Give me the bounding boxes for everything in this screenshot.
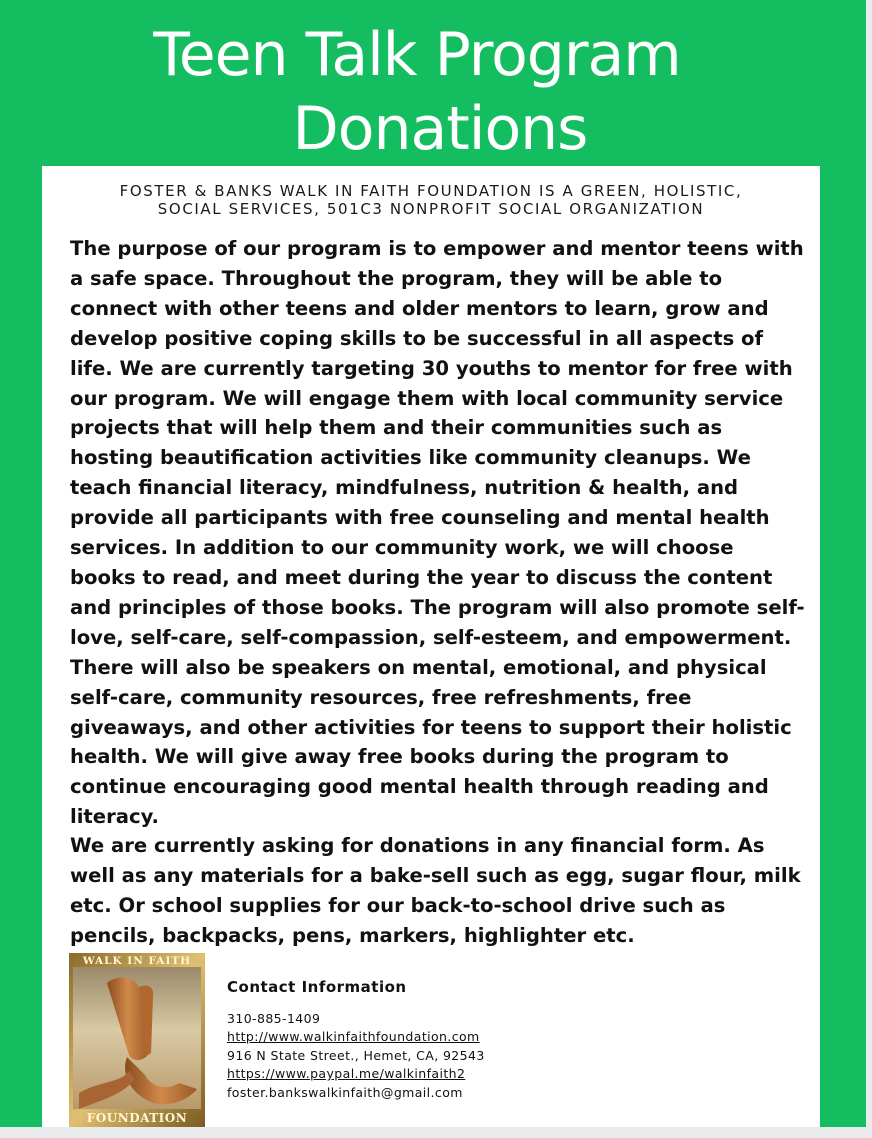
organization-statement — [42, 182, 820, 218]
program-purpose-paragraph: The purpose of our program is to empower and mentor teens with a safe space. Throughout the program, they will be able to connect with other teens and older mentors to learn, grow and develop positive coping skills to be successful in all aspects of life. We are currently targeting 30 youths to mentor for free with our program. We will engage them with local community service projects that will help them and their communities such as hosting beautification activities like community cleanups. We teach financial literacy, mindfulness, nutrition & health, and provide all participants with free counseling and mental health services. In addition to our community work, we will choose books to read, and meet during the year to discuss the content and principles of those books. The program will also promote self-love, self-care, self-compassion, self-esteem, and empowerment. There will also be speakers on mental, emotional, and physical self-care, community resources, free refreshments, free giveaways, and other activities for teens to support their holistic health. We will give away free books during the program to continue encouraging good mental health through reading and literacy. — [70, 237, 805, 829]
organization-statement-line-1: FOSTER & BANKS WALK IN FAITH FOUNDATION IS A GREEN, HOLISTIC, — [119, 182, 743, 200]
contact-details — [227, 1010, 485, 1102]
page-title — [0, 18, 840, 166]
title-line-2: Donations — [292, 94, 588, 164]
contact-heading: Contact Information — [227, 978, 407, 996]
foundation-logo — [69, 953, 205, 1127]
paypal-link[interactable]: https://www.paypal.me/walkinfaith2 — [227, 1066, 466, 1082]
content-card — [42, 166, 820, 1127]
logo-top-text: WALK IN FAITH — [82, 955, 192, 967]
donations-request-paragraph: We are currently asking for donations in any financial form. As well as any materials for a bake-sell such as egg, sugar flour, milk etc. Or school supplies for our back-to-school drive such as pencils, backpacks, pens, markers, highlighter etc. — [70, 834, 801, 947]
contact-phone[interactable]: 310-885-1409 — [227, 1011, 321, 1026]
organization-statement-line-2: SOCIAL SERVICES, 501C3 NONPROFIT SOCIAL ORGANIZATION — [157, 200, 705, 218]
website-link[interactable]: http://www.walkinfaithfoundation.com — [227, 1029, 480, 1045]
title-line-1: Teen Talk Program — [153, 20, 681, 90]
contact-address: 916 N State Street., Hemet, CA, 92543 — [227, 1047, 485, 1063]
contact-email[interactable]: foster.bankswalkinfaith@gmail.com — [227, 1084, 463, 1100]
logo-bottom-text: FOUNDATION — [86, 1111, 188, 1125]
